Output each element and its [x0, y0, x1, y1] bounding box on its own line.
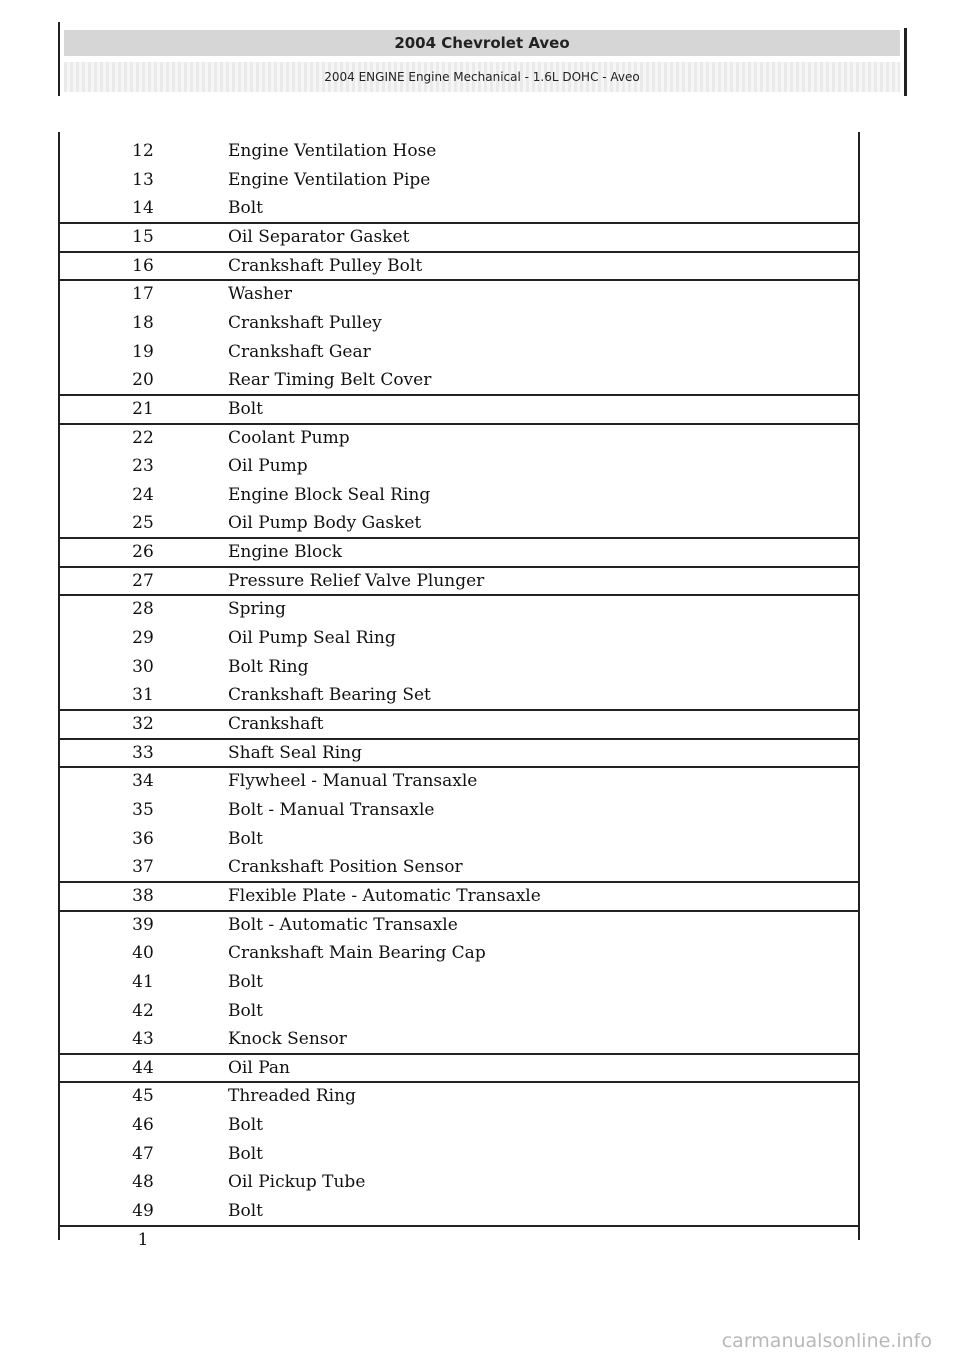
row-divider: [58, 881, 860, 883]
row-divider: [58, 1225, 860, 1227]
header-right-rule: [904, 28, 907, 96]
table-row: [58, 252, 860, 281]
row-divider: [58, 222, 860, 224]
item-number: 16: [132, 255, 154, 276]
item-description: Bolt: [228, 971, 263, 992]
item-number: 45: [132, 1086, 154, 1107]
row-divider: [58, 251, 860, 253]
item-description: Bolt: [228, 1201, 263, 1222]
table-row: [58, 481, 860, 510]
table-row: [58, 939, 860, 968]
table-row: [58, 280, 860, 309]
row-divider: [58, 709, 860, 711]
table-row: [58, 194, 860, 223]
item-number: 42: [132, 1000, 154, 1021]
item-description: Spring: [228, 599, 286, 620]
item-description: Flywheel - Manual Transaxle: [228, 771, 478, 792]
page-subtitle: 2004 ENGINE Engine Mechanical - 1.6L DOHC - Aveo: [64, 62, 900, 92]
item-number: 36: [132, 828, 154, 849]
item-number: 48: [132, 1172, 154, 1193]
item-number: 43: [132, 1029, 154, 1050]
item-description: Oil Pan: [228, 1057, 290, 1078]
item-description: Oil Pump Seal Ring: [228, 628, 396, 649]
item-description: Pressure Relief Valve Plunger: [228, 570, 485, 591]
item-number: 25: [132, 513, 154, 534]
row-divider: [58, 423, 860, 425]
item-number: 39: [132, 914, 154, 935]
item-number: 22: [132, 427, 154, 448]
item-number: 32: [132, 714, 154, 734]
row-divider: [58, 566, 860, 568]
item-description: Oil Pump Body Gasket: [228, 513, 422, 534]
watermark: carmanualsonline.info: [721, 1330, 932, 1352]
item-number: 46: [132, 1115, 154, 1136]
item-number: 44: [132, 1057, 154, 1078]
table-row: [58, 366, 860, 395]
item-description: Threaded Ring: [228, 1086, 356, 1107]
item-description: Rear Timing Belt Cover: [228, 370, 432, 391]
item-number: 14: [132, 198, 154, 219]
table-row: [58, 739, 860, 768]
item-description: Engine Block Seal Ring: [228, 484, 431, 505]
header-left-rule: [58, 22, 60, 96]
item-description: Crankshaft Main Bearing Cap: [228, 943, 486, 964]
row-divider: [58, 279, 860, 281]
item-description: Crankshaft Pulley: [228, 312, 382, 333]
item-number: 47: [132, 1143, 154, 1164]
item-number: 23: [132, 456, 154, 477]
item-description: Bolt - Automatic Transaxle: [228, 914, 458, 935]
table-row: [58, 338, 860, 367]
item-number: 13: [132, 169, 154, 190]
item-number: 15: [132, 226, 154, 247]
item-number: 30: [132, 656, 154, 677]
table-row: [58, 624, 860, 653]
row-divider: [58, 1081, 860, 1083]
row-divider: [58, 766, 860, 768]
item-number: 41: [132, 971, 154, 992]
table-row: [58, 1111, 860, 1140]
table-row: [58, 882, 860, 911]
item-description: Crankshaft: [228, 714, 324, 734]
table-row: [58, 538, 860, 567]
item-number: 17: [132, 284, 154, 305]
row-divider: [58, 910, 860, 912]
table-row: [58, 1226, 860, 1255]
table-row: [58, 853, 860, 882]
item-description: Engine Ventilation Pipe: [228, 169, 431, 190]
item-description: Bolt: [228, 1000, 263, 1021]
table-row: [58, 911, 860, 940]
item-number: 28: [132, 599, 154, 620]
item-number: 37: [132, 857, 154, 878]
table-row: [58, 424, 860, 453]
item-description: Bolt: [228, 828, 263, 849]
table-row: [58, 452, 860, 481]
item-description: Crankshaft Gear: [228, 341, 371, 362]
item-number: 49: [132, 1201, 154, 1222]
item-number: 29: [132, 628, 154, 649]
item-description: Bolt Ring: [228, 656, 309, 677]
table-row: [58, 1197, 860, 1226]
table-row: [58, 166, 860, 195]
table-row: [58, 796, 860, 825]
row-divider: [58, 594, 860, 596]
table-row: [58, 595, 860, 624]
table-row: [58, 825, 860, 854]
table-row: [58, 137, 860, 166]
item-description: Shaft Seal Ring: [228, 742, 363, 763]
item-description: Washer: [228, 284, 292, 305]
table-row: [58, 968, 860, 997]
table-row: [58, 1168, 860, 1197]
item-description: Crankshaft Position Sensor: [228, 857, 463, 878]
table-row: [58, 309, 860, 338]
item-number: 18: [132, 312, 154, 333]
table-row: [58, 997, 860, 1026]
item-description: Engine Block: [228, 542, 343, 563]
item-number: 21: [132, 398, 154, 419]
row-divider: [58, 537, 860, 539]
item-number: 20: [132, 370, 154, 391]
item-number: 38: [132, 885, 154, 906]
table-row: [58, 1082, 860, 1111]
table-row: [58, 567, 860, 596]
table-row: [58, 681, 860, 710]
item-number: 33: [132, 742, 154, 763]
table-row: [58, 395, 860, 424]
item-description: Flexible Plate - Automatic Transaxle: [228, 885, 541, 906]
table-row: [58, 223, 860, 252]
item-description: Oil Pump: [228, 456, 308, 477]
item-description: Bolt - Manual Transaxle: [228, 799, 435, 820]
table-row: [58, 509, 860, 538]
item-description: Engine Ventilation Hose: [228, 141, 437, 161]
item-number: 40: [132, 943, 154, 964]
item-description: Bolt: [228, 398, 263, 419]
item-number: 27: [132, 570, 154, 591]
table-row: [58, 1140, 860, 1169]
table-row: [58, 1025, 860, 1054]
row-divider: [58, 1053, 860, 1055]
page-header: [58, 22, 907, 96]
table-row: [58, 710, 860, 739]
item-number: 1: [137, 1229, 149, 1250]
item-number: 26: [132, 542, 154, 563]
row-divider: [58, 738, 860, 740]
item-number: 31: [132, 685, 154, 706]
table-row: [58, 767, 860, 796]
item-description: Bolt: [228, 1143, 263, 1164]
row-divider: [58, 394, 860, 396]
item-number: 24: [132, 484, 154, 505]
item-number: 35: [132, 799, 154, 820]
item-description: Bolt: [228, 198, 263, 219]
item-number: 34: [132, 771, 154, 792]
item-description: Oil Separator Gasket: [228, 226, 410, 247]
page-title: 2004 Chevrolet Aveo: [64, 30, 900, 56]
item-description: Crankshaft Bearing Set: [228, 685, 431, 706]
item-description: Crankshaft Pulley Bolt: [228, 255, 423, 276]
item-description: Coolant Pump: [228, 427, 350, 448]
table-row: [58, 653, 860, 682]
item-number: 19: [132, 341, 154, 362]
item-description: Oil Pickup Tube: [228, 1172, 366, 1193]
item-description: Bolt: [228, 1115, 263, 1136]
item-description: Knock Sensor: [228, 1029, 347, 1050]
table-row: [58, 1054, 860, 1083]
item-number: 12: [132, 141, 154, 161]
